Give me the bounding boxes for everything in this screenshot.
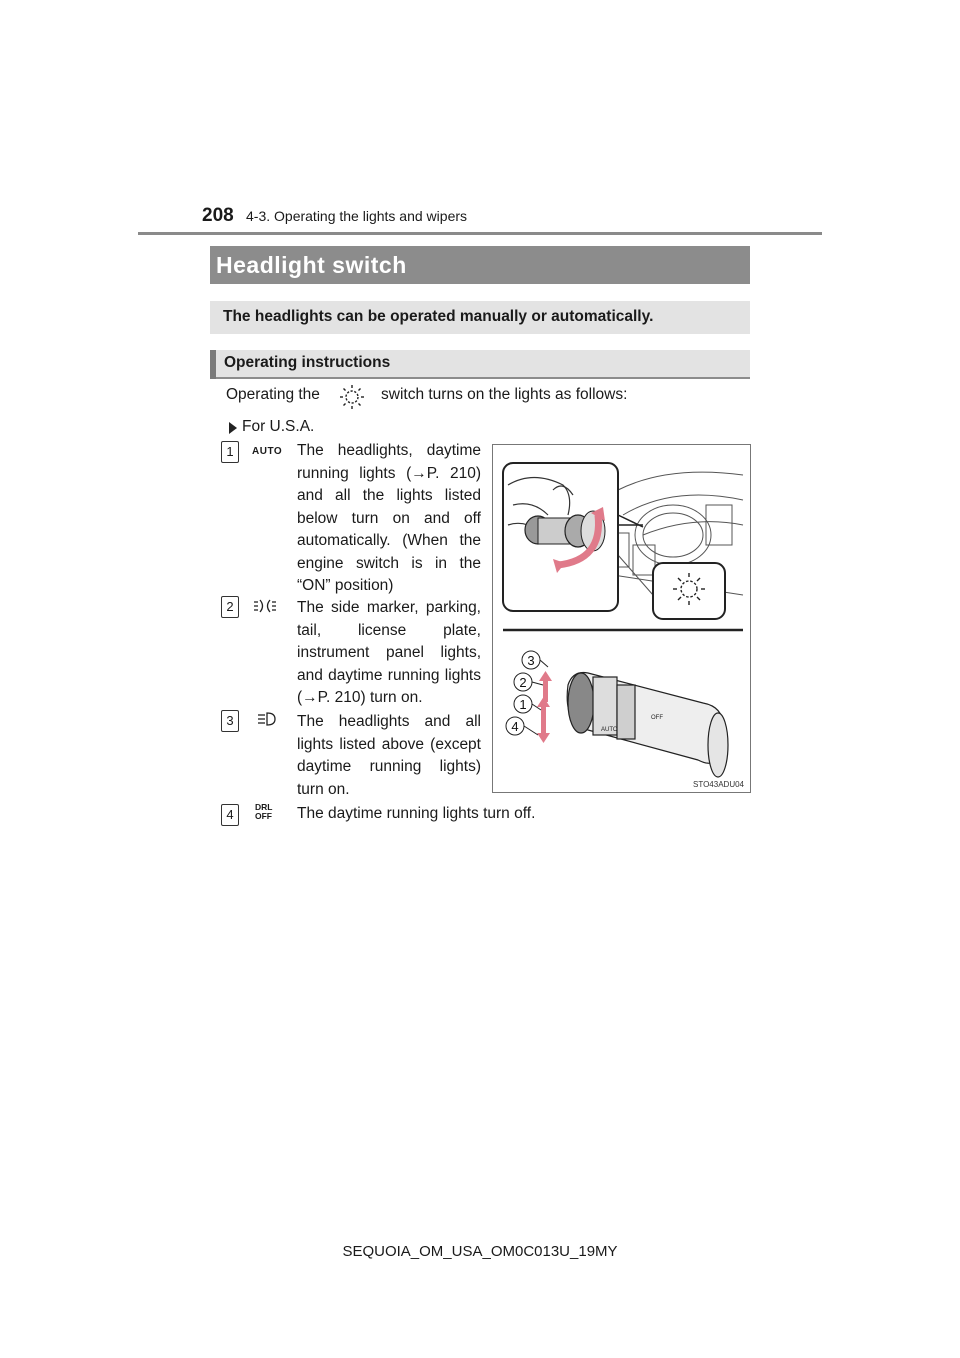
- section-title: Headlight switch: [216, 252, 407, 278]
- drl-off-icon: DRL OFF: [255, 802, 273, 821]
- intro-prefix: Operating the: [226, 386, 320, 403]
- item-description-3: The headlights and all lights listed above (except daytime running lights) turn on.: [297, 713, 481, 798]
- knob-label-auto: AUTO: [601, 727, 618, 733]
- figure-callout-2: 2: [519, 675, 527, 690]
- knob-label-off: OFF: [651, 715, 663, 721]
- item-description-1: The headlights, daytime running lights (→P. 210) and all the lights listed below turn on and off automatically. (When the engine switch is in the “ON” position): [297, 442, 481, 594]
- chapter-title: 4-3. Operating the lights and wipers: [246, 208, 468, 224]
- light-switch-icon: [338, 384, 366, 410]
- header-divider: [138, 232, 822, 235]
- section-summary: The headlights can be operated manually or automatically.: [223, 308, 654, 325]
- figure-callout-1: 1: [519, 697, 527, 712]
- figure-callout-3: 3: [527, 653, 535, 668]
- parking-lights-icon: [253, 598, 277, 619]
- triangle-bullet-icon: [229, 421, 237, 439]
- item-number-1: 1: [221, 441, 239, 463]
- region-label: For U.S.A.: [242, 418, 315, 435]
- auto-icon: AUTO: [252, 446, 283, 457]
- figure-illustration: [493, 445, 750, 792]
- page-number: 208: [202, 205, 234, 226]
- item-number-2: 2: [221, 596, 239, 618]
- footer-doc-id: SEQUOIA_OM_USA_OM0C013U_19MY: [342, 1243, 618, 1260]
- item-number-4: 4: [221, 804, 239, 826]
- figure-callout-4: 4: [511, 719, 519, 734]
- intro-suffix: switch turns on the lights as follows:: [381, 386, 628, 403]
- item-description-4: The daytime running lights turn off.: [297, 805, 536, 822]
- subsection-title: Operating instructions: [224, 354, 391, 371]
- item-number-3: 3: [221, 710, 239, 732]
- figure-code: STO43ADU04: [693, 780, 744, 789]
- headlight-switch-figure: [492, 444, 751, 793]
- item-description-2: The side marker, parking, tail, license plate, instrument panel lights, and daytime running lights (→P. 210) turn on.: [297, 599, 481, 706]
- subsection-accent: [210, 350, 216, 379]
- headlight-icon: [257, 711, 277, 732]
